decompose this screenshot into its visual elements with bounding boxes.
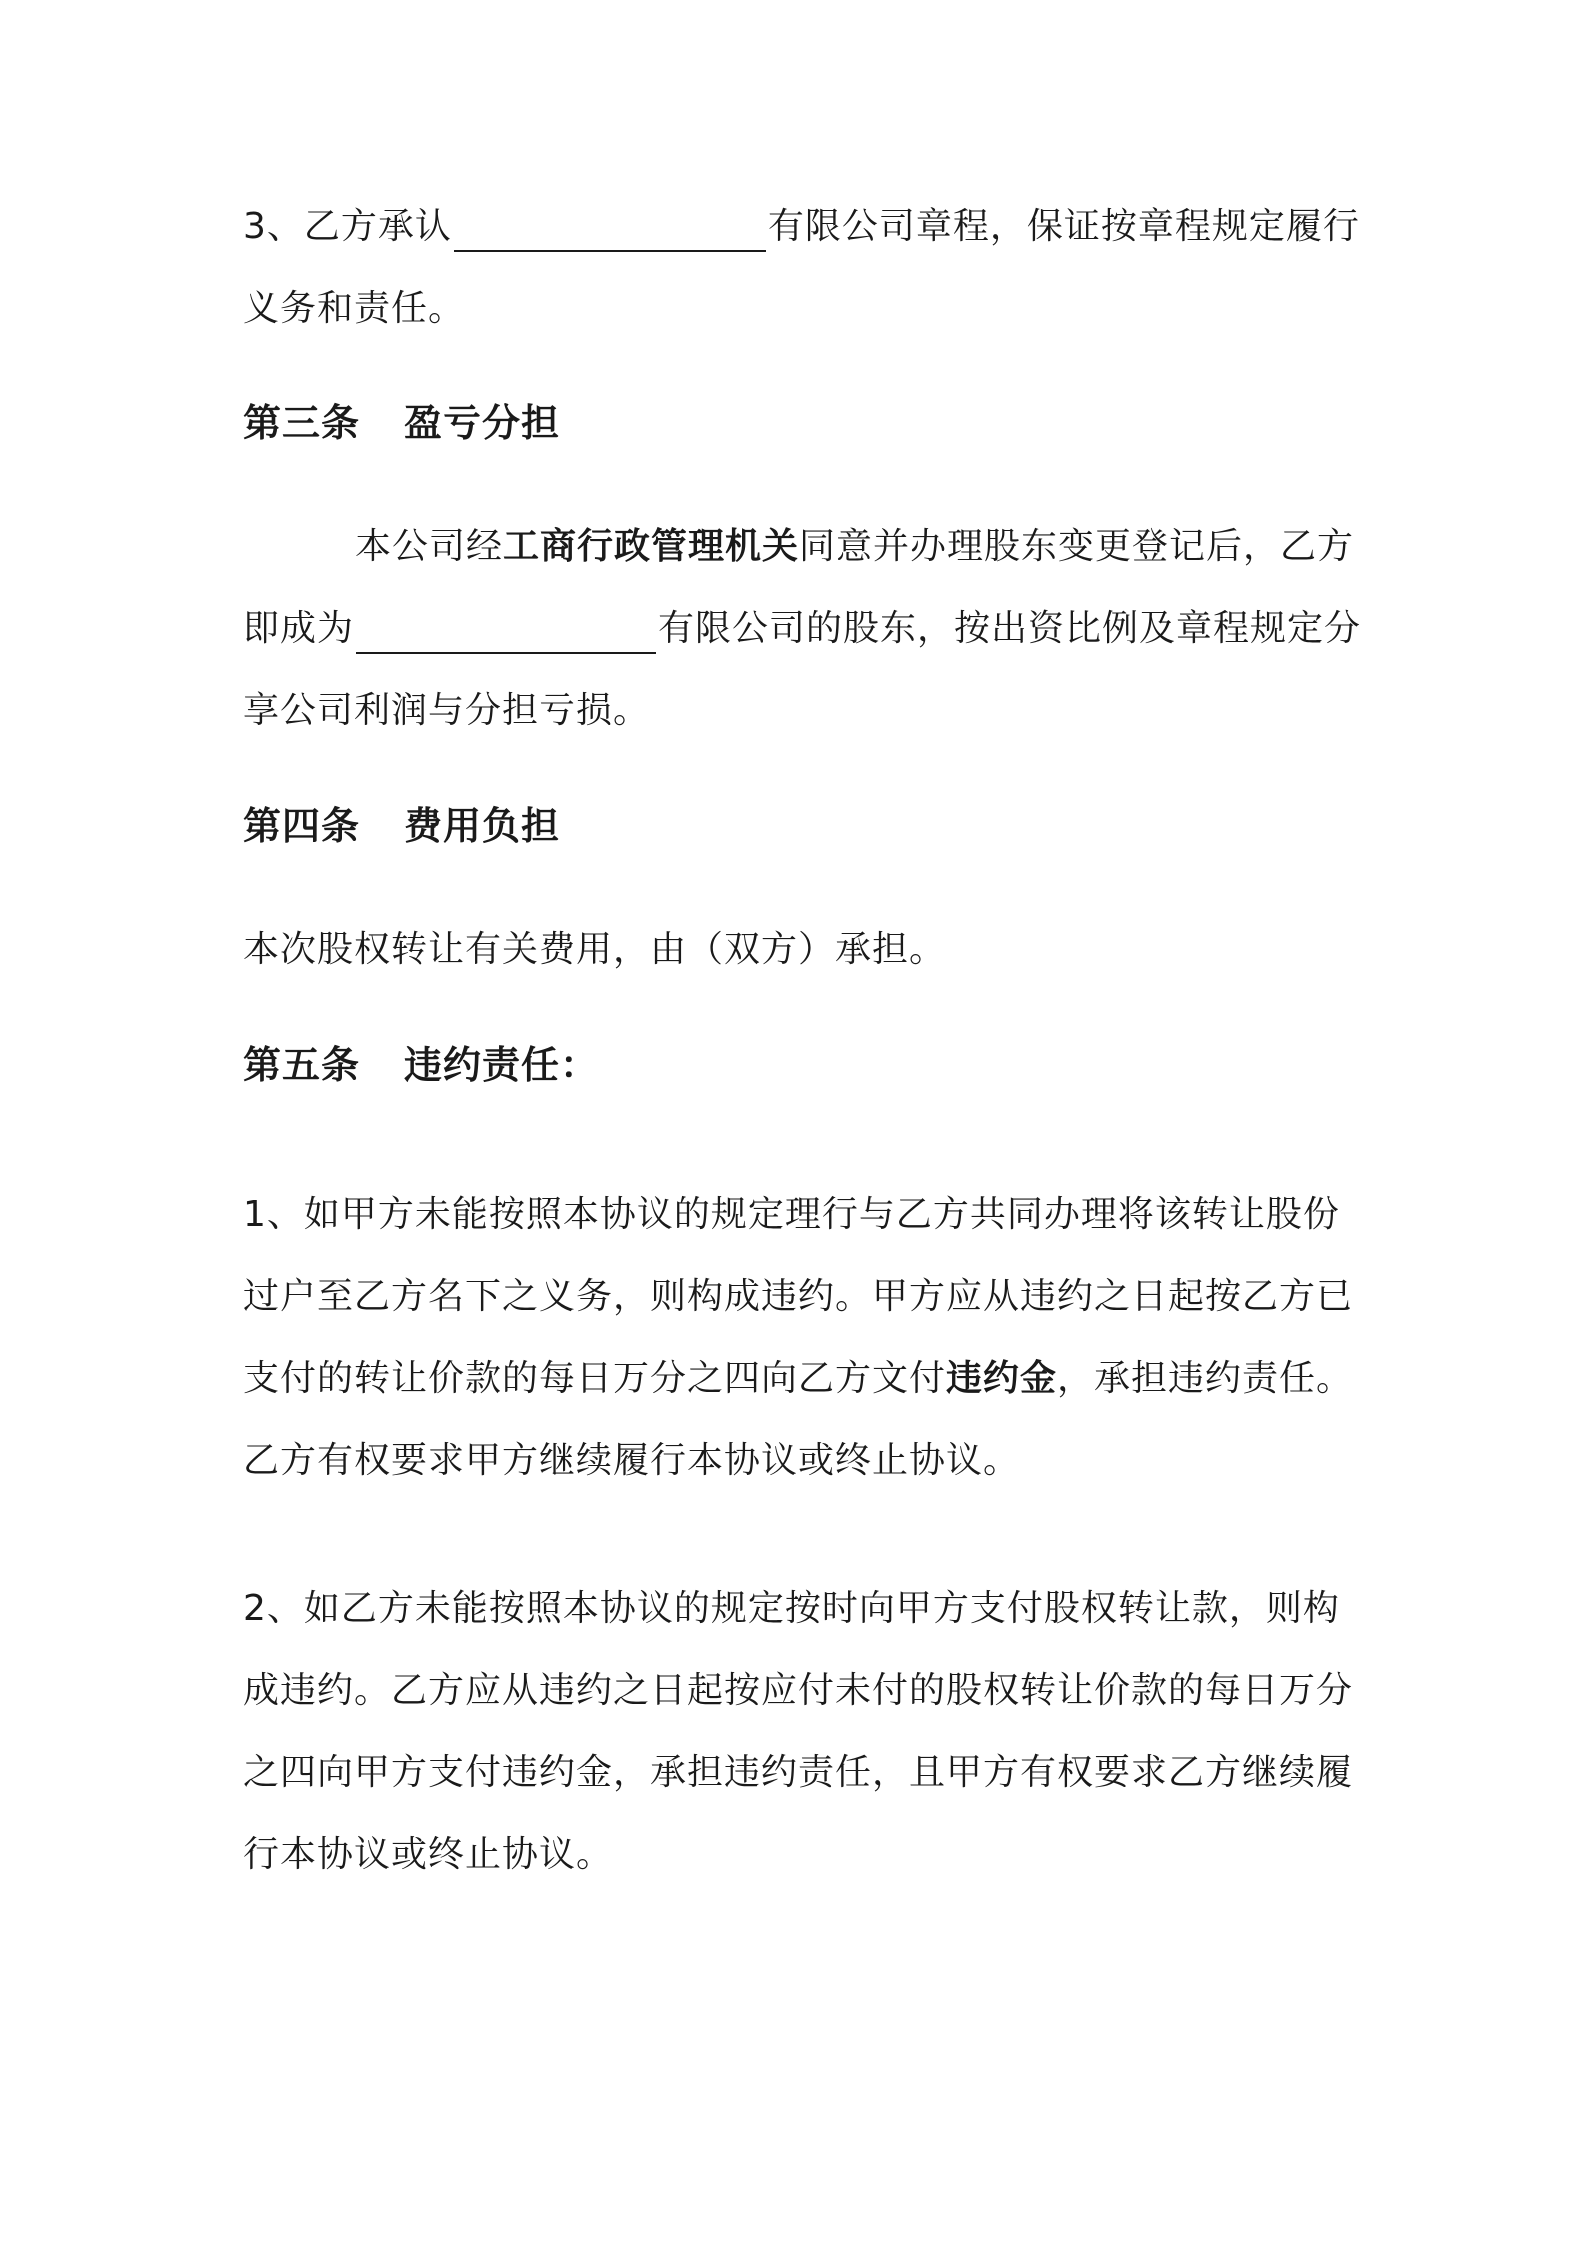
company-name-blank-2[interactable]	[356, 612, 656, 654]
article-5-item-2-line-1: 2、如乙方未能按照本协议的规定按时向甲方支付股权转让款，则构	[243, 1588, 1340, 1629]
article-3-para-line-1	[243, 522, 1353, 572]
article-5-heading	[243, 1040, 1353, 1090]
article-5-item-2-line-2: 成违约。乙方应从违约之日起按应付未付的股权转让价款的每日万分	[243, 1670, 1354, 1711]
article-5-item-1-line-3	[243, 1354, 1353, 1404]
article-4-title: 费用负担	[404, 804, 561, 848]
article-4-para: 本次股权转让有关费用，由（双方）承担。	[243, 929, 947, 970]
article-5-item-1-l3-suffix: ，承担违约责任。	[1057, 1358, 1354, 1399]
article-3-para-line-3: 享公司利润与分担亏损。	[243, 690, 651, 731]
clause-3-line-2: 义务和责任。	[243, 288, 466, 329]
article-5-item-1-line-1: 1、如甲方未能按照本协议的规定理行与乙方共同办理将该转让股份	[243, 1194, 1340, 1235]
article-3-number: 第三条	[243, 401, 361, 445]
article-5-item-2-line-3: 之四向甲方支付违约金，承担违约责任，且甲方有权要求乙方继续履	[243, 1752, 1354, 1793]
clause-3-suffix: 有限公司章程，保证按章程规定履行	[767, 206, 1360, 247]
article-5-item-1-line-4: 乙方有权要求甲方继续履行本协议或终止协议。	[243, 1440, 1021, 1481]
clause-3-line-1	[243, 202, 1360, 252]
article-3-heading	[243, 398, 1353, 448]
article-4-heading	[243, 801, 1353, 851]
article-3-p1-suffix: 同意并办理股东变更登记后，乙方	[799, 526, 1355, 567]
article-3-p1-bold: 工商行政管理机关	[503, 526, 800, 567]
article-5-item-1-line-2: 过户至乙方名下之义务，则构成违约。甲方应从违约之日起按乙方已	[243, 1276, 1354, 1317]
article-3-p1-prefix: 本公司经	[355, 526, 504, 567]
clause-3-prefix: 3、乙方承认	[243, 206, 452, 247]
article-3-para-line-2	[243, 604, 1362, 654]
company-name-blank-1[interactable]	[454, 210, 766, 252]
article-4-number: 第四条	[243, 804, 361, 848]
article-3-p2-suffix: 有限公司的股东，按出资比例及章程规定分	[658, 608, 1362, 649]
article-3-title: 盈亏分担	[404, 401, 561, 445]
article-5-number: 第五条	[243, 1043, 361, 1087]
article-3-p2-prefix: 即成为	[243, 608, 355, 649]
article-5-item-1-l3-bold: 违约金	[946, 1358, 1058, 1399]
article-5-item-2-line-4: 行本协议或终止协议。	[243, 1834, 614, 1875]
article-5-title: 违约责任：	[404, 1043, 600, 1087]
article-5-item-1-l3-prefix: 支付的转让价款的每日万分之四向乙方文付	[243, 1358, 947, 1399]
